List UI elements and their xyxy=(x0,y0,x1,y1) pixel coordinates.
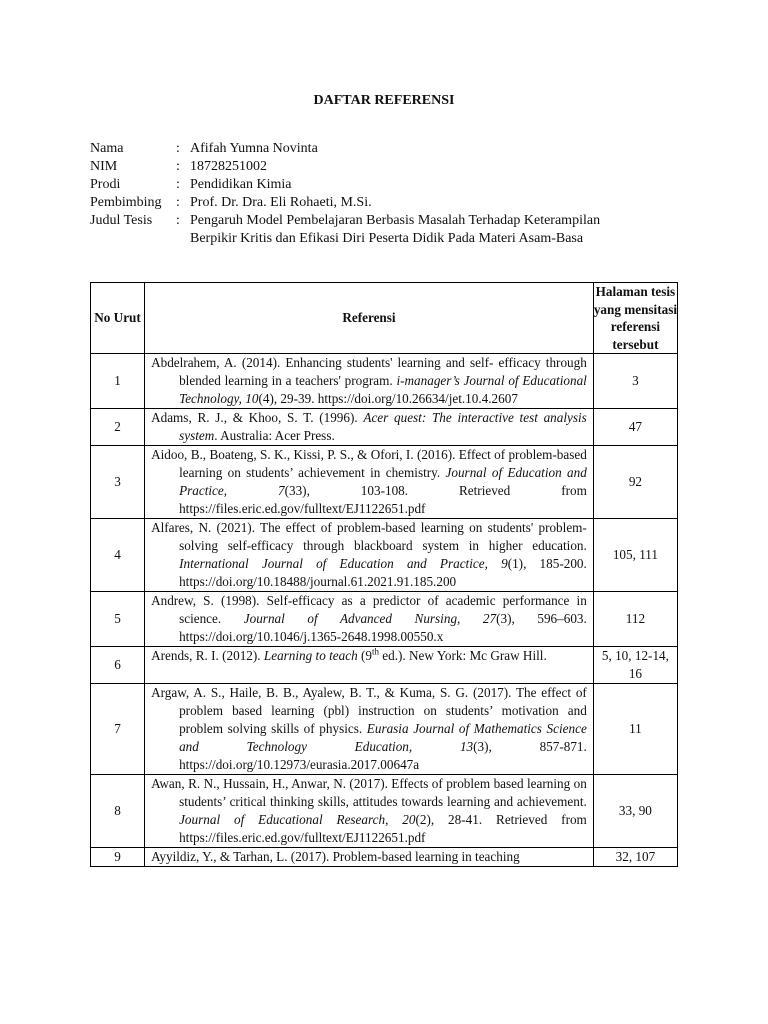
thesis-info xyxy=(90,140,650,248)
table-row xyxy=(91,775,678,848)
table-row xyxy=(91,409,678,446)
reference-text xyxy=(145,775,593,847)
reference-segment: (2), 28-41. Retrieved from https://files.eric.ed.gov/fulltext/EJ1122651.pdf xyxy=(179,812,587,845)
reference-segment: th xyxy=(371,646,379,657)
meta-label: Judul Tesis xyxy=(90,213,153,228)
table-row xyxy=(91,848,678,867)
reference-segment: Andrew, S. (1998). Self-efficacy as a predictor of academic performance in science. xyxy=(151,593,587,626)
meta-colon: : xyxy=(176,195,180,210)
reference-cell xyxy=(145,592,594,647)
row-number: 7 xyxy=(91,684,145,775)
reference-segment: ed.). New York: Mc Graw Hill. xyxy=(378,648,547,663)
reference-segment: Aidoo, B., Boateng, S. K., Kissi, P. S., & Ofori, I. (2016). Effect of problem-based learning on students’ achievement in chemistry. xyxy=(151,447,587,480)
table-row xyxy=(91,519,678,592)
reference-segment: (4), 29-39. https://doi.org/10.26634/jet.10.4.2607 xyxy=(258,391,518,406)
reference-cell xyxy=(145,647,594,684)
meta-row xyxy=(90,176,650,194)
table-row xyxy=(91,354,678,409)
reference-source: Acer quest: The interactive test analysis system xyxy=(179,410,587,443)
meta-label: Prodi xyxy=(90,177,121,192)
reference-segment: Arends, R. I. (2012). xyxy=(151,648,264,663)
row-number: 2 xyxy=(91,409,145,446)
meta-colon: : xyxy=(176,177,180,192)
reference-text xyxy=(145,684,593,774)
reference-text xyxy=(145,647,593,665)
row-number: 9 xyxy=(91,848,145,867)
citing-pages: 11 xyxy=(593,684,677,775)
reference-cell xyxy=(145,775,594,848)
reference-text xyxy=(145,354,593,408)
reference-segment: Abdelrahem, A. (2014). Enhancing students' learning and self- efficacy through blended learning in a teachers' program. xyxy=(151,355,587,388)
page-title: DAFTAR REFERENSI xyxy=(313,93,455,108)
table-row xyxy=(91,684,678,775)
reference-cell xyxy=(145,446,594,519)
reference-segment: . Australia: Acer Press. xyxy=(214,428,335,443)
reference-source: Eurasia Journal of Mathematics Science and Technology Education, 13 xyxy=(179,721,587,754)
table-row xyxy=(91,446,678,519)
reference-segment: Alfares, N. (2021). The effect of problem-based learning on students' problem-solving self-efficacy through blackboard system in higher education. xyxy=(151,520,587,553)
reference-text xyxy=(145,848,593,866)
header-pages: Halaman tesis yang mensitasi referensi tersebut xyxy=(593,284,677,352)
meta-value: 18728251002 xyxy=(190,159,267,174)
meta-row xyxy=(90,158,650,176)
reference-cell xyxy=(145,684,594,775)
reference-segment: (3), 857-871. https://doi.org/10.12973/eurasia.2017.00647a xyxy=(179,739,587,772)
table-row xyxy=(91,592,678,647)
header-reference: Referensi xyxy=(145,283,594,354)
reference-cell xyxy=(145,354,594,409)
reference-text xyxy=(145,409,593,445)
reference-source: i-manager’s Journal of Educational Technology, 10 xyxy=(179,373,587,406)
header-no: No Urut xyxy=(91,283,145,354)
row-number: 3 xyxy=(91,446,145,519)
citing-pages: 92 xyxy=(593,446,677,519)
meta-row xyxy=(90,212,650,248)
reference-text xyxy=(145,519,593,591)
table-row xyxy=(91,647,678,684)
reference-segment: (1), 185-200. https://doi.org/10.18488/journal.61.2021.91.185.200 xyxy=(179,556,587,589)
reference-segment: (3), 596–603. https://doi.org/10.1046/j.1365-2648.1998.00550.x xyxy=(179,611,587,644)
reference-segment: Awan, R. N., Hussain, H., Anwar, N. (2017). Effects of problem based learning on students’ critical thinking skills, attitudes towards learning and achievement. xyxy=(151,776,587,809)
row-number: 5 xyxy=(91,592,145,647)
reference-segment: (33), 103-108. Retrieved from https://files.eric.ed.gov/fulltext/EJ1122651.pdf xyxy=(179,483,587,516)
meta-colon: : xyxy=(176,141,180,156)
reference-source: Learning to teach xyxy=(263,648,358,663)
reference-segment: Ayyildiz, Y., & Tarhan, L. (2017). Problem-based learning in teaching xyxy=(151,849,520,864)
reference-source: International Journal of Education and Practice, 9 xyxy=(179,556,508,571)
meta-value: Pendidikan Kimia xyxy=(190,177,292,192)
citing-pages: 105, 111 xyxy=(593,519,677,592)
reference-cell xyxy=(145,519,594,592)
reference-cell xyxy=(145,409,594,446)
meta-colon: : xyxy=(176,213,180,228)
reference-source: Journal of Advanced Nursing, 27 xyxy=(243,611,497,626)
row-number: 8 xyxy=(91,775,145,848)
meta-colon: : xyxy=(176,159,180,174)
reference-source: Journal of Educational Research, 20 xyxy=(179,812,416,827)
reference-table xyxy=(90,282,678,867)
reference-segment: Adams, R. J., & Khoo, S. T. (1996). xyxy=(151,410,364,425)
meta-row xyxy=(90,140,650,158)
citing-pages: 33, 90 xyxy=(593,775,677,848)
reference-segment: Argaw, A. S., Haile, B. B., Ayalew, B. T., & Kuma, S. G. (2017). The effect of problem based learning (pbl) instruction on students’ motivation and problem solving skills of physics. xyxy=(151,685,587,736)
meta-value: Pengaruh Model Pembelajaran Berbasis Masalah Terhadap Keterampilan Berpikir Kritis dan Efikasi Diri Peserta Didik Pada Materi Asam-Basa xyxy=(190,213,601,246)
meta-label: Pembimbing xyxy=(90,195,162,210)
reference-text xyxy=(145,592,593,646)
reference-segment: (9 xyxy=(357,648,372,663)
row-number: 4 xyxy=(91,519,145,592)
citing-pages: 47 xyxy=(593,409,677,446)
meta-value: Prof. Dr. Dra. Eli Rohaeti, M.Si. xyxy=(190,195,372,210)
table-header-row xyxy=(91,283,678,354)
meta-value: Afifah Yumna Novinta xyxy=(190,141,318,156)
reference-text xyxy=(145,446,593,518)
citing-pages: 32, 107 xyxy=(593,848,677,867)
citing-pages: 112 xyxy=(593,592,677,647)
citing-pages: 3 xyxy=(593,354,677,409)
reference-source: Journal of Education and Practice, 7 xyxy=(179,465,587,498)
reference-cell xyxy=(145,848,594,867)
meta-label: Nama xyxy=(90,141,124,156)
row-number: 6 xyxy=(91,647,145,684)
meta-row xyxy=(90,194,650,212)
citing-pages: 5, 10, 12-14, 16 xyxy=(593,647,677,684)
meta-label: NIM xyxy=(90,159,118,174)
row-number: 1 xyxy=(91,354,145,409)
